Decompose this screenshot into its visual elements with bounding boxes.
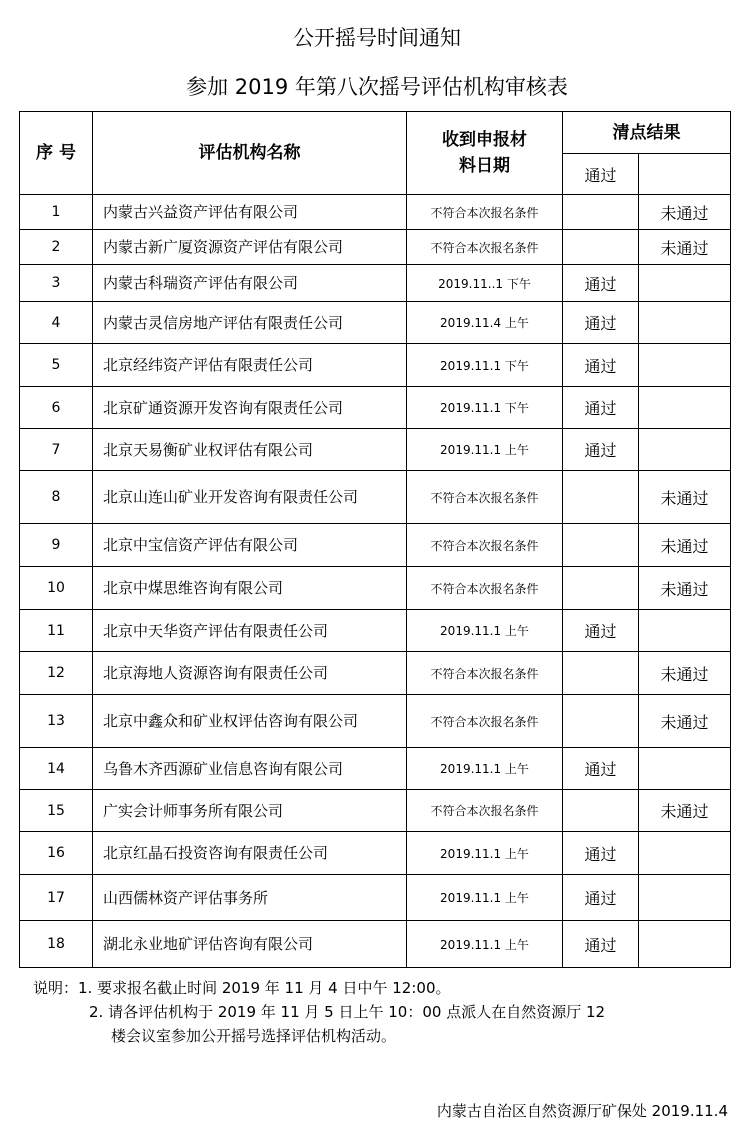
row-result-pass <box>563 567 639 610</box>
row-seq: 15 <box>20 790 93 832</box>
table-row <box>20 567 731 610</box>
row-seq: 17 <box>20 875 93 921</box>
row-result-pass: 通过 <box>563 429 639 471</box>
row-date: 2019.11.1 上午 <box>407 429 563 471</box>
row-date: 不符合本次报名条件 <box>407 524 563 567</box>
row-date: 2019.11.1 上午 <box>407 610 563 652</box>
issuer-signature: 内蒙古自治区自然资源厅矿保处 2019.11.4 <box>436 1102 728 1120</box>
row-org-name: 湖北永业地矿评估咨询有限公司 <box>93 921 407 968</box>
row-date: 不符合本次报名条件 <box>407 567 563 610</box>
row-date: 2019.11.1 上午 <box>407 921 563 968</box>
table-row <box>20 344 731 387</box>
row-seq: 7 <box>20 429 93 471</box>
row-seq: 3 <box>20 265 93 302</box>
row-seq: 1 <box>20 195 93 230</box>
row-date: 不符合本次报名条件 <box>407 195 563 230</box>
table-row <box>20 748 731 790</box>
table-row <box>20 471 731 524</box>
row-result-fail: 未通过 <box>639 230 731 265</box>
row-result-fail: 未通过 <box>639 524 731 567</box>
row-date: 不符合本次报名条件 <box>407 652 563 695</box>
table-row <box>20 921 731 968</box>
table-row <box>20 695 731 748</box>
row-result-pass: 通过 <box>563 748 639 790</box>
row-org-name: 北京红晶石投资咨询有限责任公司 <box>93 832 407 875</box>
table-row <box>20 610 731 652</box>
header-seq: 序 号 <box>20 112 93 195</box>
table-row <box>20 302 731 344</box>
row-date: 不符合本次报名条件 <box>407 695 563 748</box>
table-row <box>20 265 731 302</box>
row-result-pass <box>563 471 639 524</box>
review-table <box>19 111 731 968</box>
row-result-pass: 通过 <box>563 302 639 344</box>
header-name: 评估机构名称 <box>93 112 407 195</box>
row-result-fail <box>639 265 731 302</box>
row-date: 2019.11..1 下午 <box>407 265 563 302</box>
row-seq: 10 <box>20 567 93 610</box>
row-org-name: 北京中鑫众和矿业权评估咨询有限公司 <box>93 695 407 748</box>
row-seq: 8 <box>20 471 93 524</box>
row-seq: 9 <box>20 524 93 567</box>
row-result-fail <box>639 748 731 790</box>
table-row <box>20 195 731 230</box>
row-result-pass <box>563 695 639 748</box>
row-org-name: 北京中煤思维咨询有限公司 <box>93 567 407 610</box>
row-org-name: 内蒙古新广厦资源资产评估有限公司 <box>93 230 407 265</box>
table-row <box>20 832 731 875</box>
row-org-name: 乌鲁木齐西源矿业信息咨询有限公司 <box>93 748 407 790</box>
row-org-name: 广实会计师事务所有限公司 <box>93 790 407 832</box>
row-result-fail <box>639 302 731 344</box>
row-date: 不符合本次报名条件 <box>407 471 563 524</box>
row-result-pass <box>563 195 639 230</box>
row-result-fail: 未通过 <box>639 790 731 832</box>
row-result-fail <box>639 344 731 387</box>
row-org-name: 北京中宝信资产评估有限公司 <box>93 524 407 567</box>
row-result-fail <box>639 429 731 471</box>
subheader-pass: 通过 <box>563 154 639 195</box>
row-result-pass: 通过 <box>563 832 639 875</box>
row-seq: 5 <box>20 344 93 387</box>
table-row <box>20 652 731 695</box>
table-row <box>20 230 731 265</box>
row-date: 2019.11.1 上午 <box>407 748 563 790</box>
row-date: 不符合本次报名条件 <box>407 790 563 832</box>
row-seq: 11 <box>20 610 93 652</box>
row-seq: 13 <box>20 695 93 748</box>
row-seq: 6 <box>20 387 93 429</box>
subheader-fail <box>639 154 731 195</box>
row-result-fail: 未通过 <box>639 195 731 230</box>
row-org-name: 北京中天华资产评估有限责任公司 <box>93 610 407 652</box>
row-seq: 18 <box>20 921 93 968</box>
row-result-fail <box>639 921 731 968</box>
row-result-fail: 未通过 <box>639 471 731 524</box>
row-org-name: 内蒙古科瑞资产评估有限公司 <box>93 265 407 302</box>
row-result-pass: 通过 <box>563 921 639 968</box>
row-result-pass <box>563 652 639 695</box>
row-date: 不符合本次报名条件 <box>407 230 563 265</box>
row-date: 2019.11.1 下午 <box>407 344 563 387</box>
note-line-2: 2. 请各评估机构于 2019 年 11 月 5 日上午 10：00 点派人在自然资源厅 12 <box>89 1003 606 1021</box>
row-result-fail <box>639 610 731 652</box>
row-result-fail: 未通过 <box>639 652 731 695</box>
row-org-name: 北京山连山矿业开发咨询有限责任公司 <box>93 471 407 524</box>
row-result-pass <box>563 524 639 567</box>
row-result-pass <box>563 790 639 832</box>
table-row <box>20 429 731 471</box>
row-org-name: 内蒙古灵信房地产评估有限责任公司 <box>93 302 407 344</box>
row-org-name: 北京海地人资源咨询有限责任公司 <box>93 652 407 695</box>
row-org-name: 内蒙古兴益资产评估有限公司 <box>93 195 407 230</box>
row-date: 2019.11.4 上午 <box>407 302 563 344</box>
row-result-fail: 未通过 <box>639 695 731 748</box>
row-result-fail <box>639 387 731 429</box>
row-seq: 14 <box>20 748 93 790</box>
row-org-name: 北京矿通资源开发咨询有限责任公司 <box>93 387 407 429</box>
table-row <box>20 875 731 921</box>
table-title: 参加 2019 年第八次摇号评估机构审核表 <box>186 75 568 99</box>
table-row <box>20 524 731 567</box>
row-result-pass: 通过 <box>563 387 639 429</box>
row-result-fail <box>639 875 731 921</box>
row-result-pass <box>563 230 639 265</box>
table-row <box>20 387 731 429</box>
row-result-fail: 未通过 <box>639 567 731 610</box>
notice-title: 公开摇号时间通知 <box>293 26 461 50</box>
row-result-pass: 通过 <box>563 875 639 921</box>
row-seq: 12 <box>20 652 93 695</box>
notes <box>33 976 605 1048</box>
row-org-name: 北京经纬资产评估有限责任公司 <box>93 344 407 387</box>
note-line-3: 楼会议室参加公开摇号选择评估机构活动。 <box>111 1027 397 1045</box>
row-result-fail <box>639 832 731 875</box>
row-seq: 16 <box>20 832 93 875</box>
table-row <box>20 790 731 832</box>
row-org-name: 山西儒林资产评估事务所 <box>93 875 407 921</box>
row-result-pass: 通过 <box>563 265 639 302</box>
row-result-pass: 通过 <box>563 344 639 387</box>
note-line-1: 说明：1. 要求报名截止时间 2019 年 11 月 4 日中午 12:00。 <box>33 979 451 997</box>
header-result: 清点结果 <box>563 112 731 154</box>
row-org-name: 北京天易衡矿业权评估有限公司 <box>93 429 407 471</box>
header-date: 收到申报材料日期 <box>407 112 563 195</box>
row-date: 2019.11.1 下午 <box>407 387 563 429</box>
row-seq: 2 <box>20 230 93 265</box>
row-date: 2019.11.1 上午 <box>407 832 563 875</box>
row-date: 2019.11.1 上午 <box>407 875 563 921</box>
row-seq: 4 <box>20 302 93 344</box>
row-result-pass: 通过 <box>563 610 639 652</box>
